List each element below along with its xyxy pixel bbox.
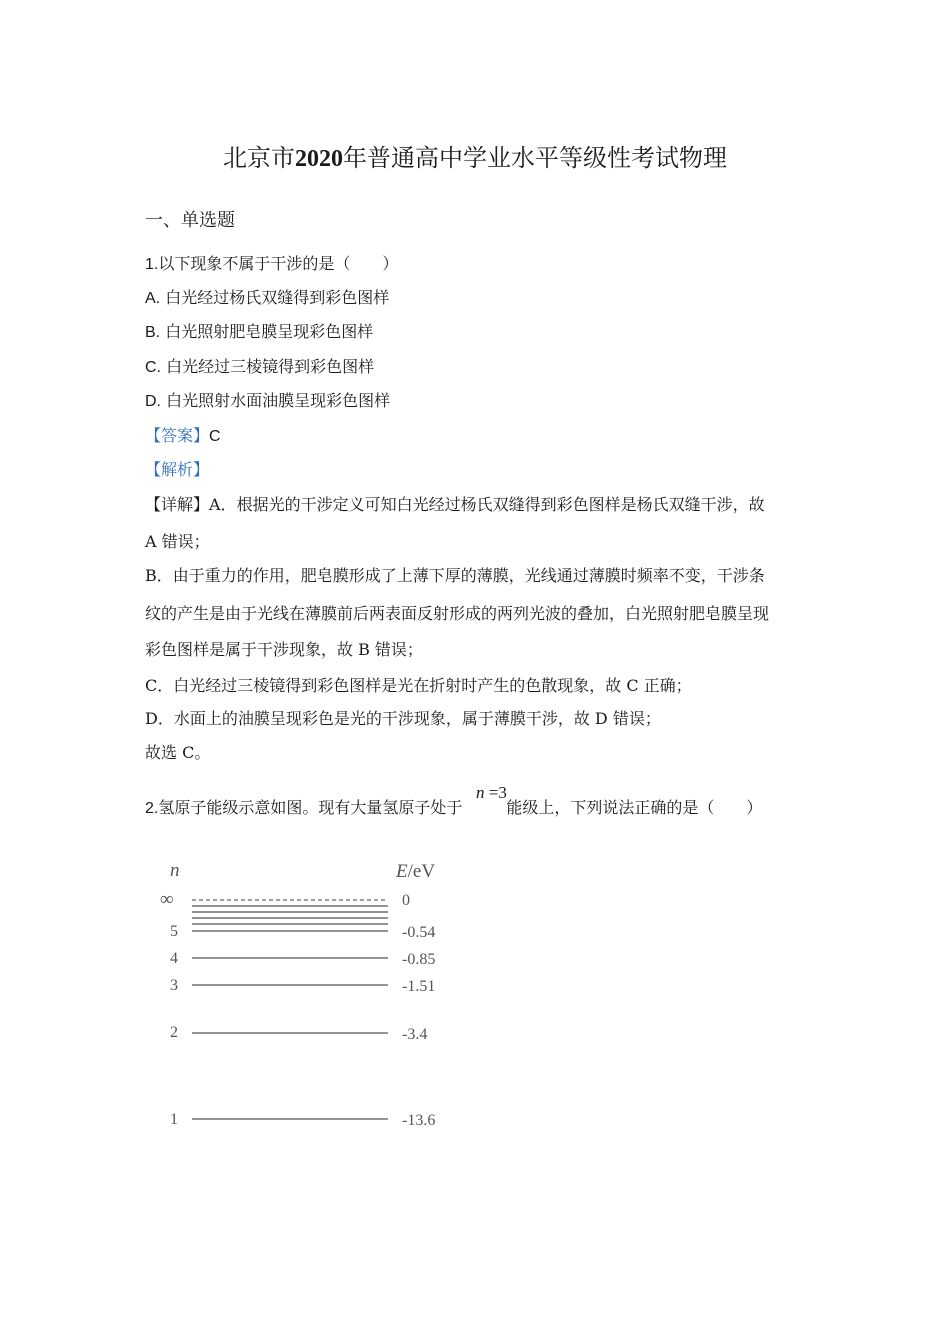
detail-line-4: 纹的产生是由于光线在薄膜前后两表面反射形成的两列光波的叠加，白光照射肥皂膜呈现 [145,604,770,623]
level-n-5: 5 [170,923,178,940]
question-2-stem: 2.氢原子能级示意如图。现有大量氢原子处于 能级上，下列说法正确的是（ ） [145,798,763,817]
option-c: C. 白光经过三棱镜得到彩色图样 [145,357,375,376]
math-n-equals-3: n =3 [476,783,507,802]
option-d: D. 白光照射水面油膜呈现彩色图样 [145,391,391,410]
detail-line-1: 【详解】A．根据光的干涉定义可知白光经过杨氏双缝得到彩色图样是杨氏双缝干涉，故 [145,495,765,514]
option-b: B. 白光照射肥皂膜呈现彩色图样 [145,322,374,341]
level-value-2: -3.4 [402,1026,428,1043]
level-value-5: -0.54 [402,924,436,941]
level-value-1: -13.6 [402,1112,436,1129]
level-n-3: 3 [170,977,178,994]
option-a: A. 白光经过杨氏双缝得到彩色图样 [145,288,390,307]
level-n-4: 4 [170,950,178,967]
level-n-inf: ∞ [160,889,174,910]
section-heading: 一、单选题 [145,210,235,231]
answer-line [145,423,221,446]
n-axis-label: n [170,860,180,881]
level-n-1: 1 [170,1111,178,1128]
level-n-2: 2 [170,1024,178,1041]
detail-line-5: 彩色图样是属于干涉现象，故 B 错误； [145,640,423,659]
level-value-inf: 0 [402,892,410,909]
answer-value: C [209,428,221,445]
detail-line-6: C．白光经过三棱镜得到彩色图样是光在折射时产生的色散现象，故 C 正确； [145,676,692,695]
page-title: 北京市2020年普通高中学业水平等级性考试物理 [223,144,727,172]
level-value-4: -0.85 [402,951,436,968]
energy-level-diagram [150,850,470,1150]
detail-line-3: B．由于重力的作用，肥皂膜形成了上薄下厚的薄膜，光线通过薄膜时频率不变，干涉条 [145,566,765,585]
level-value-3: -1.51 [402,978,436,995]
detail-line-2: A 错误； [145,532,210,551]
detail-line-8: 故选 C。 [145,743,211,762]
answer-tag: 【答案】 [145,426,210,445]
detail-tag: 【详解】 [145,495,210,514]
question-1-stem: 1.以下现象不属于干涉的是（ ） [145,254,399,273]
analysis-tag: 【解析】 [145,460,210,479]
energy-axis-label: E/eV [396,861,436,882]
detail-line-7: D．水面上的油膜呈现彩色是光的干涉现象，属于薄膜干涉，故 D 错误； [145,709,661,728]
